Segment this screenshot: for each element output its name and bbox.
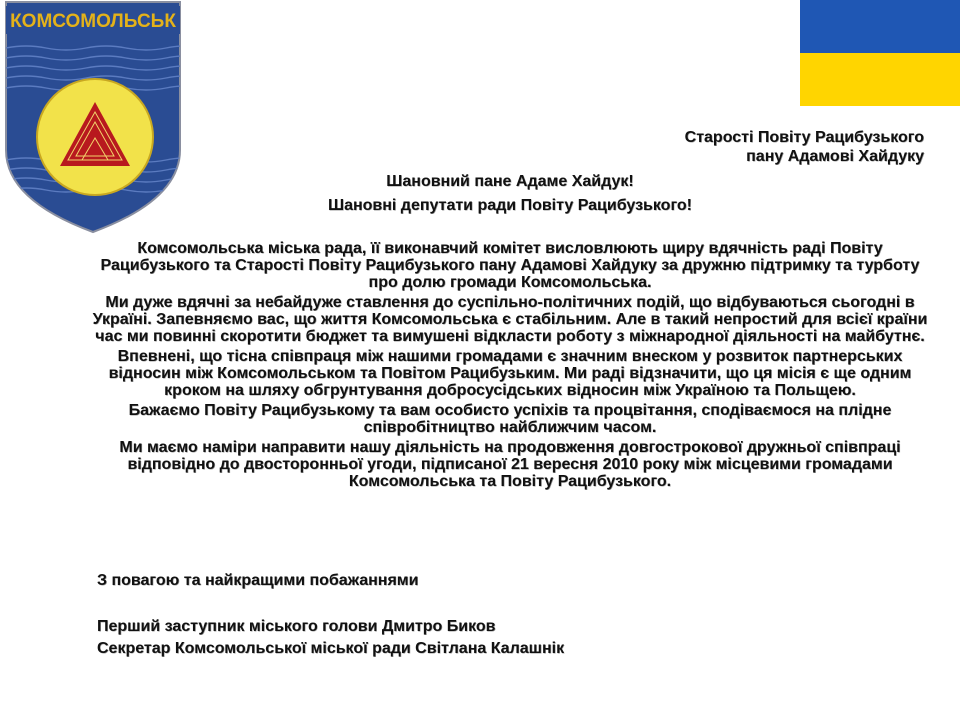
coat-city-name: КОМСОМОЛЬСЬК	[10, 11, 176, 32]
signature-line-1: Перший заступник міського голови Дмитро Биков	[97, 618, 496, 635]
body-paragraph: Впевнені, що тісна співпраця між нашими громадами є значним внеском у розвиток партнерських відносин між Комсомольськом та Повітом Рацибузьким. Ми раді відзначити, що ця місія є ще одним кроком на шляху обгрунтування добросусідських відносин між Україною та Польщею.	[108, 348, 912, 399]
flag-yellow-stripe	[800, 53, 960, 106]
addressee-block	[424, 129, 924, 167]
flag-blue-stripe	[800, 0, 960, 53]
signature-line-2: Секретар Комсомольської міської ради Світлана Калашнік	[97, 640, 565, 657]
addressee-line-2: пану Адамові Хайдуку	[746, 148, 924, 165]
body-paragraph: Ми маємо наміри направити нашу діяльність на продовження довгострокової дружньої співпраці відповідно до двосторонньої угоди, підписаної 21 вересня 2010 року між місцевими громадами Комсомольська та Повіту Рацибузького.	[119, 439, 901, 490]
letter-body	[90, 240, 930, 493]
greeting-line-2: Шановні депутати ради Повіту Рацибузького!	[327, 197, 692, 214]
greeting-line-1: Шановний пане Адаме Хайдук!	[386, 173, 634, 190]
signature-block	[97, 618, 564, 662]
coat-of-arms	[0, 0, 186, 234]
body-paragraph: Ми дуже вдячні за небайдуже ставлення до суспільно-політичних подій, що відбуваються сьогодні в Україні. Запевняємо вас, що життя Комсомольська є стабільним. Але в такий непростий для всієї країни час ми повинні скоротити бюджет та вимушені відкласти роботу з міжнародної діяльності на майбутнє.	[92, 294, 928, 345]
addressee-line-1: Старості Повіту Рацибузького	[684, 129, 924, 146]
greeting-block	[180, 173, 840, 221]
body-paragraph: Бажаємо Повіту Рацибузькому та вам особисто успіхів та процвітання, сподіваємося на плідне співробітництво найближчим часом.	[128, 402, 892, 436]
closing-line: З повагою та найкращими побажаннями	[97, 572, 419, 589]
body-paragraph: Комсомольська міська рада, її виконавчий комітет висловлюють щиру вдячність раді Повіту Рацибузького та Старості Повіту Рацибузького пану Адамові Хайдуку за дружню підтримку та турботу про долю громади Комсомольська.	[100, 240, 920, 291]
ukraine-flag	[800, 0, 960, 106]
